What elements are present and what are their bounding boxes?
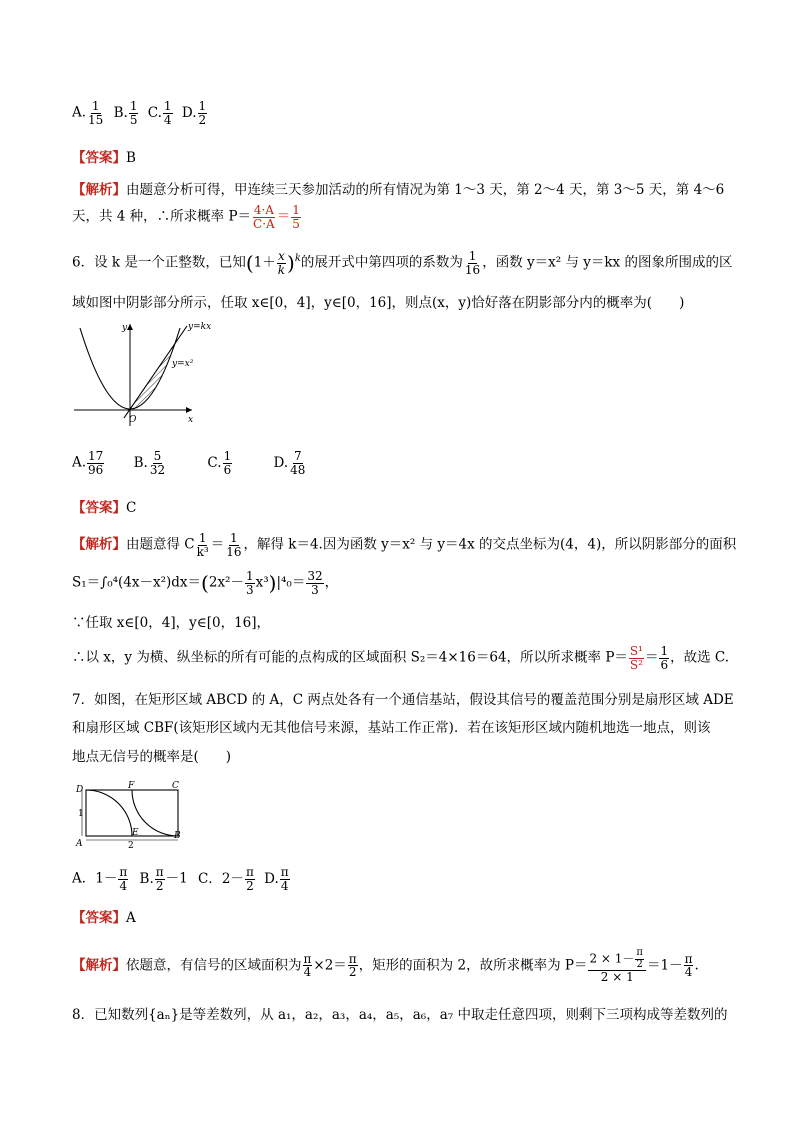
svg-text:B: B (174, 831, 181, 841)
line-kx (124, 326, 187, 418)
svg-text:x: x (188, 415, 194, 425)
svg-text:A: A (76, 839, 83, 849)
svg-text:y=x²: y=x² (172, 359, 194, 369)
q6-stem-line2: 域如图中阴影部分所示，任取 x∈[0，4]，y∈[0，16]，则点(x，y)恰好落在阴影部分内的概率为( ) (72, 295, 685, 311)
svg-text:C: C (172, 781, 179, 791)
arc-bf (132, 790, 178, 836)
q7-stem-line2: 和扇形区域 CBF(该矩形区域内无其他信号来源，基站工作正常)．若在该矩形区域内随机地选一地点，则该 (72, 720, 711, 736)
svg-text:D: D (76, 785, 84, 795)
q5-analysis-line2: 天，共 4 种，∴所求概率 P＝ $\frac{4\cdot A}{C\cdot A}$ ＝ $\frac{1}{5}$ (72, 203, 300, 231)
q7-analysis: 【解析】依题意，有信号的区域面积为 $\frac{\pi}{4}$ ×2＝ $\frac{\pi}{2}$ ，矩形的面积为 2，故所求概率为 P＝ 2 × 1－ $\frac{\pi}{2}$ 2 × 1 ＝1－ $\frac{\pi}{4}$ . (72, 947, 699, 984)
frac: $\frac{1}{15}$ (88, 99, 104, 127)
q6-analysis-line3: ∵任取 x∈[0，4]，y∈[0，16]， (72, 615, 271, 631)
q5-answer: 【答案】B (72, 150, 136, 166)
q5-options: A. $\frac{1}{15}$ B. $\frac{1}{5}$ C. $\frac{1}{4}$ D. $\frac{1}{2}$ (72, 99, 207, 127)
q7-options: A．1－ $\frac{\pi}{4}$ B. $\frac{\pi}{2}$ －1 C．2－ $\frac{\pi}{2}$ D. $\frac{\pi}{4}$ (72, 865, 289, 893)
q7-stem-line3: 地点无信号的概率是( ) (72, 749, 232, 765)
svg-text:y=kx: y=kx (188, 322, 212, 332)
parabola-line-figure (72, 318, 232, 430)
svg-text:O: O (129, 415, 137, 425)
q6-analysis-line2: S₁＝∫₀⁴(4x－x²)dx＝(2x²－ $\frac{1}{3}$ x³)|⁴₀＝ $\frac{32}{3}$ ， (72, 569, 339, 597)
q8-stem-line1: 8．已知数列{aₙ}是等差数列，从 a₁，a₂，a₃，a₄，a₅，a₆，a₇ 中取走任意四项，则剩下三项构成等差数列的 (72, 1007, 728, 1023)
q6-answer: 【答案】C (72, 500, 137, 516)
svg-text:F: F (128, 781, 135, 791)
rectangle-sectors-figure (72, 780, 192, 850)
svg-text:E: E (132, 828, 139, 838)
svg-text:2: 2 (128, 841, 134, 850)
q7-answer: 【答案】A (72, 910, 136, 926)
q6-options: A. $\frac{17}{96}$ B. $\frac{5}{32}$ C. $\frac{1}{6}$ D. $\frac{7}{48}$ (72, 449, 306, 477)
q7-stem-line1: 7．如图，在矩形区域 ABCD 的 A，C 两点处各有一个通信基站，假设其信号的覆盖范围分别是扇形区域 ADE (72, 692, 734, 708)
svg-text:1: 1 (78, 809, 84, 819)
svg-text:y: y (122, 323, 128, 333)
q6-stem-line1: 6．设 k 是一个正整数，已知(1＋ $\frac{x}{k}$ )$^k$的展开式中第四项的系数为 $\frac{1}{16}$ ，函数 y＝x² 与 y＝kx 的图象所围成的区 (72, 249, 733, 277)
arc-de (86, 790, 132, 836)
q6-analysis-line1: 【解析】由题意得 C $\frac{1}{\text{k³}}$ ＝ $\frac{1}{16}$ ，解得 k＝4.因为函数 y＝x² 与 y＝4x 的交点坐标为(4，4)，所以阴影部分的面积 (72, 531, 737, 559)
q5-analysis-line1: 【解析】由题意分析可得，甲连续三天参加活动的所有情况为第 1～3 天，第 2～4 天，第 3～5 天，第 4～6 (72, 182, 725, 198)
q6-analysis-line4: ∴以 x，y 为横、纵坐标的所有可能的点构成的区域面积 S₂＝4×16＝64，所以所求概率 P＝ $\frac{\text{S¹}}{\text{S²}}$ ＝ $\frac{1}{6}$ ，故选 C. (72, 644, 730, 672)
